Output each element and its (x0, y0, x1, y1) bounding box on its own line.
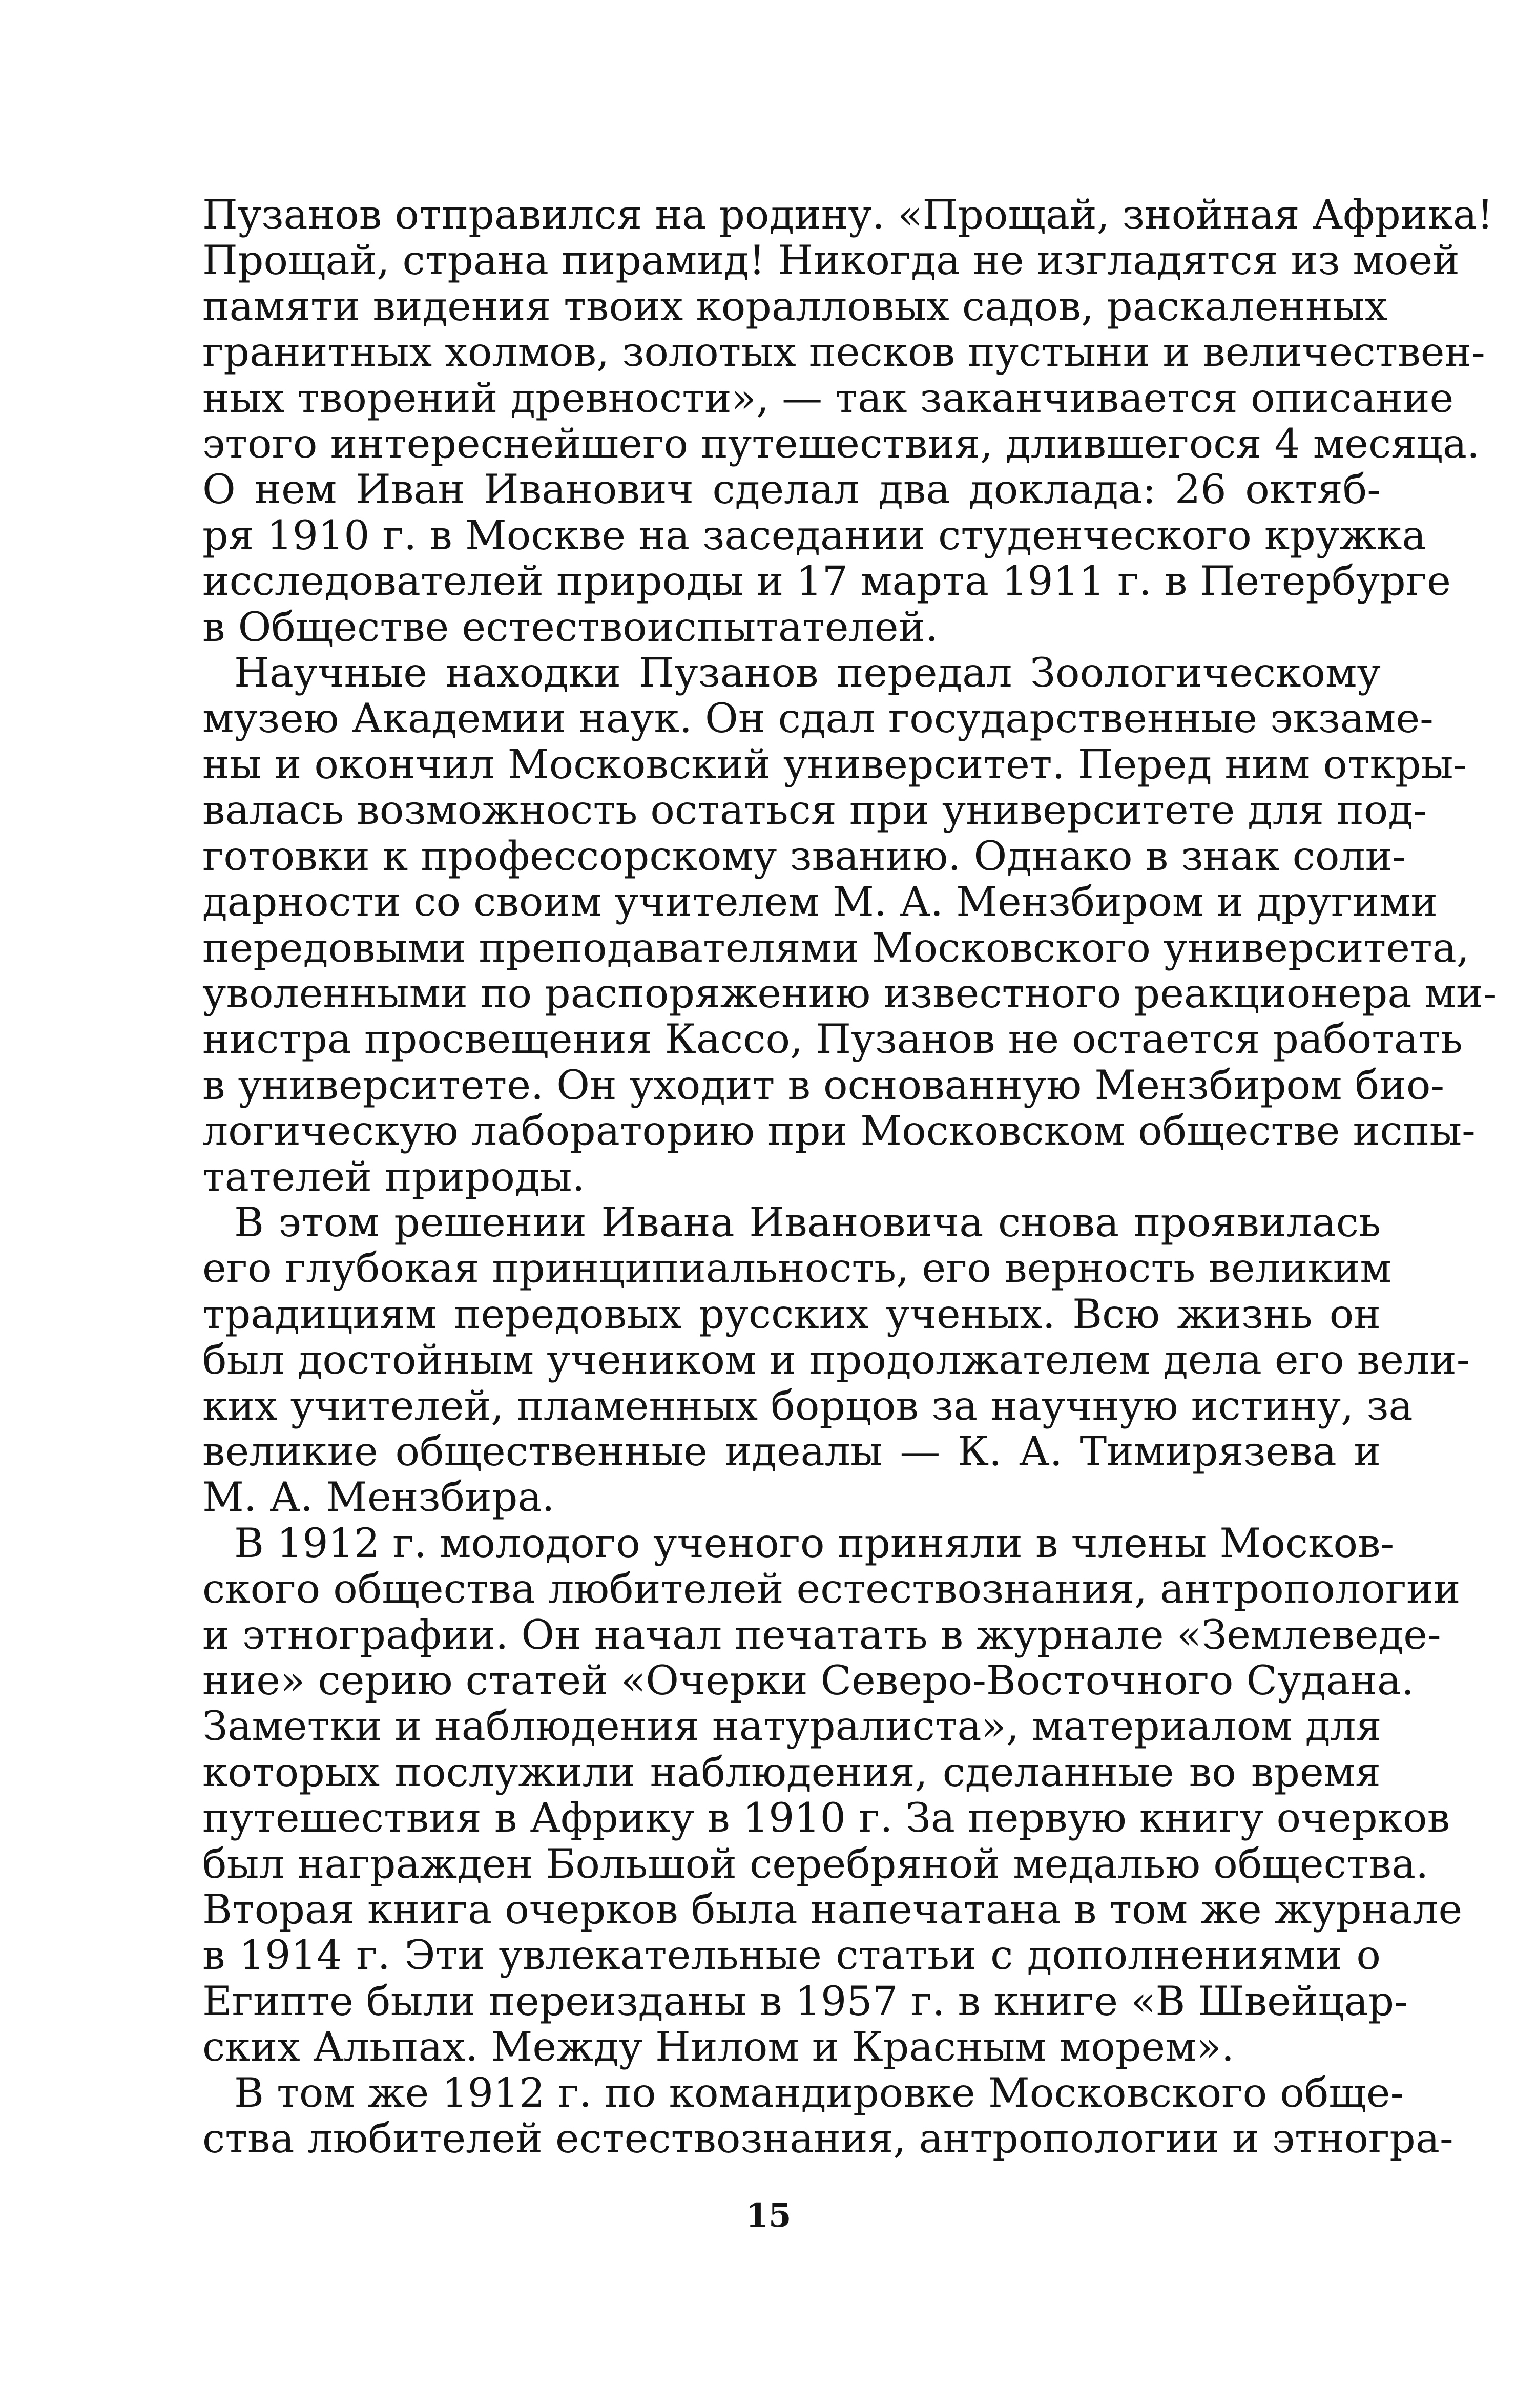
text-line: готовки к профессорскому званию. Однако в знак соли- (202, 832, 1406, 880)
paragraph (202, 191, 1493, 651)
text-line: ского общества любителей естествознания, антропологии (202, 1565, 1461, 1613)
text-line: ства любителей естествознания, антропологии и этногра- (202, 2115, 1453, 2163)
text-line: Египте были переизданы в 1957 г. в книге «В Швейцар- (202, 1977, 1408, 2025)
text-line: был награжден Большой серебряной медалью общества. (202, 1840, 1429, 1887)
text-line: ных творений древности», — так заканчивается описание (202, 374, 1454, 422)
text-line: Прощай, страна пирамид! Никогда не изгладятся из моей (202, 237, 1460, 284)
text-line: Заметки и наблюдения натуралиста», материалом для (202, 1703, 1382, 1750)
paragraph (202, 1519, 1463, 2071)
text-line: памяти видения твоих коралловых садов, раскаленных (202, 282, 1388, 330)
paragraph (202, 649, 1497, 1200)
text-line: ны и окончил Московский университет. Перед ним откры- (202, 740, 1467, 788)
text-line: путешествия в Африку в 1910 г. За первую книгу очерков (202, 1794, 1450, 1842)
text-line: передовыми преподавателями Московского университета, (202, 924, 1469, 971)
text-line: ских Альпах. Между Нилом и Красным морем». (202, 2023, 1235, 2071)
text-line: валась возможность остаться при университете для под- (202, 786, 1427, 834)
text-line: В 1912 г. молодого ученого приняли в члены Москов- (234, 1519, 1395, 1567)
text-line: гранитных холмов, золотых песков пустыни и величествен- (202, 328, 1485, 376)
text-line: нистра просвещения Кассо, Пузанов не остается работать (202, 1015, 1463, 1063)
text-line: ние» серию статей «Очерки Северо-Восточного Судана. (202, 1657, 1415, 1704)
text-line: дарности со своим учителем М. А. Мензбиром и другими (202, 878, 1438, 926)
text-line: музею Академии наук. Он сдал государственные экзаме- (202, 695, 1434, 742)
text-line: его глубокая принципиальность, его верность великим (202, 1244, 1391, 1292)
text-line: исследователей природы и 17 марта 1911 г. в Петербурге (202, 557, 1451, 605)
text-line: традициям передовых русских ученых. Всю жизнь он (202, 1290, 1381, 1338)
text-line: Научные находки Пузанов передал Зоологическому (234, 649, 1381, 697)
paragraph (202, 1198, 1470, 1521)
body-text (202, 191, 1497, 2163)
text-line: Вторая книга очерков была напечатана в том же журнале (202, 1886, 1463, 1934)
text-line: логическую лабораторию при Московском обществе испы- (202, 1107, 1476, 1155)
text-line: великие общественные идеалы — К. А. Тимирязева и (202, 1427, 1381, 1475)
text-line: ких учителей, пламенных борцов за научную истину, за (202, 1382, 1413, 1429)
text-line: которых послужили наблюдения, сделанные во время (202, 1748, 1381, 1796)
text-line: М. А. Мензбира. (202, 1473, 555, 1521)
text-line: в университете. Он уходит в основанную Мензбиром био- (202, 1061, 1445, 1109)
paragraph (202, 2069, 1453, 2163)
text-line: в Обществе естествоиспытателей. (202, 603, 939, 651)
text-line: ря 1910 г. в Москве на заседании студенческого кружка (202, 511, 1426, 559)
text-line: О нем Иван Иванович сделал два доклада: 26 октяб- (202, 466, 1381, 513)
text-line: и этнографии. Он начал печатать в журнале «Землеведе- (202, 1611, 1441, 1658)
text-line: этого интереснейшего путешествия, длившегося 4 месяца. (202, 420, 1480, 468)
text-line: В том же 1912 г. по командировке Московского обще- (234, 2069, 1404, 2116)
text-line: был достойным учеником и продолжателем дела его вели- (202, 1336, 1470, 1384)
text-line: Пузанов отправился на родину. «Прощай, знойная Африка! (202, 191, 1493, 238)
page-number: 15 (745, 2196, 792, 2235)
text-line: уволенными по распоряжению известного реакционера ми- (202, 969, 1497, 1017)
text-line: В этом решении Ивана Ивановича снова проявилась (234, 1198, 1381, 1246)
text-line: в 1914 г. Эти увлекательные статьи с дополнениями о (202, 1932, 1381, 1979)
text-line: тателей природы. (202, 1153, 585, 1200)
